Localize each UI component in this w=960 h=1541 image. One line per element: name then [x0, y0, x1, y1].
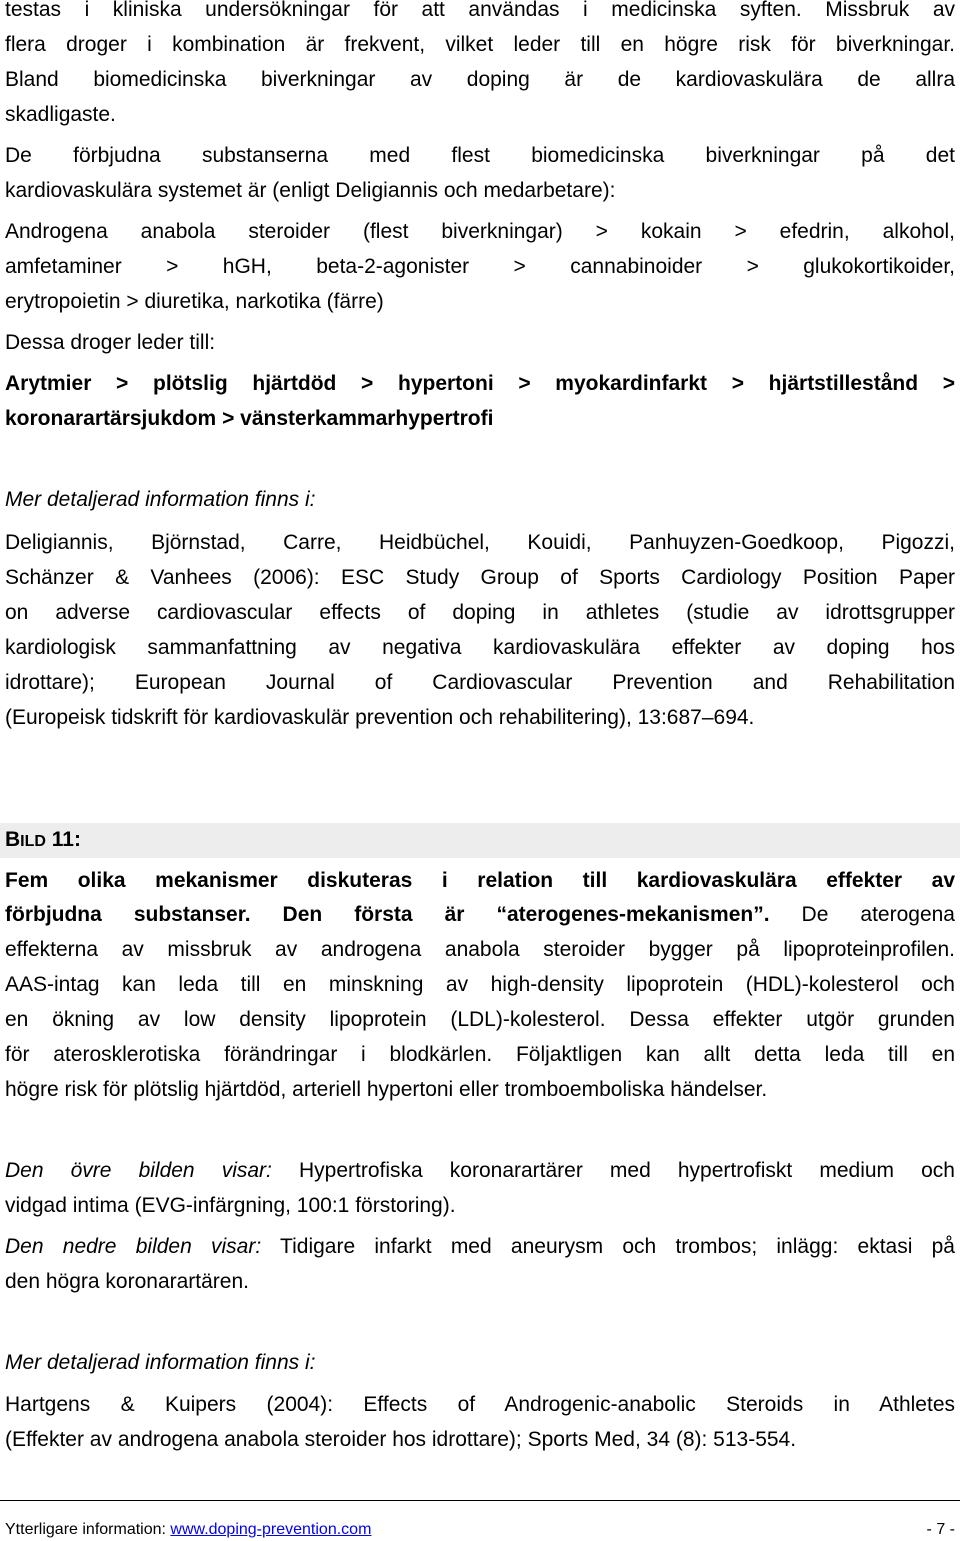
body-text-line: [5, 902, 955, 928]
caption-line: vidgad intima (EVG-infärgning, 100:1 förstoring).: [5, 1194, 456, 1217]
caption-line: [5, 1158, 955, 1184]
bold-text-line: Arytmier > plötslig hjärtdöd > hypertoni > myokardinfarkt > hjärtstillestånd >: [5, 372, 955, 395]
reference-line: idrottare); European Journal of Cardiovascular Prevention and Rehabilitation: [5, 671, 955, 694]
footer-link[interactable]: www.doping-prevention.com: [170, 1521, 372, 1538]
reference-line: (Effekter av androgena anabola steroider hos idrottare); Sports Med, 34 (8): 513-554.: [5, 1428, 797, 1451]
page-number: - 7 -: [926, 1521, 955, 1538]
body-text-line: De förbjudna substanserna med flest biomedicinska biverkningar på det: [5, 144, 955, 167]
bold-lead: förbjudna substanser. Den första är “aterogenes-mekanismen”.: [5, 903, 770, 926]
footer-prefix: Ytterligare information:: [5, 1521, 171, 1538]
body-text-line: Dessa droger leder till:: [5, 331, 216, 354]
bold-text-line: koronarartärsjukdom > vänsterkammarhypertrofi: [5, 407, 494, 430]
section-heading: [5, 827, 81, 855]
caption-text: Hypertrofiska koronarartärer med hypertrofiskt medium och: [271, 1159, 955, 1182]
body-text-line: amfetaminer > hGH, beta-2-agonister > cannabinoider > glukokortikoider,: [5, 255, 955, 278]
page-footer: [5, 1520, 955, 1540]
reference-line: on adverse cardiovascular effects of doping in athletes (studie av idrottsgrupper: [5, 601, 955, 624]
reference-line: Schänzer & Vanhees (2006): ESC Study Group of Sports Cardiology Position Paper: [5, 566, 955, 589]
body-text-line: för aterosklerotiska förändringar i blodkärlen. Följaktligen kan allt detta leda till en: [5, 1043, 955, 1066]
body-text-line: Androgena anabola steroider (flest biverkningar) > kokain > efedrin, alkohol,: [5, 220, 955, 243]
bold-text-line: Fem olika mekanismer diskuteras i relation till kardiovaskulära effekter av: [5, 869, 955, 892]
body-text-line: skadligaste.: [5, 103, 116, 126]
body-text-line: flera droger i kombination är frekvent, vilket leder till en högre risk för biverkningar.: [5, 33, 955, 56]
body-text-line: kardiovaskulära systemet är (enligt Deligiannis och medarbetare):: [5, 179, 616, 202]
body-text-line: AAS-intag kan leda till en minskning av high-density lipoprotein (HDL)-kolesterol och: [5, 973, 955, 996]
body-text-line: högre risk för plötslig hjärtdöd, arteriell hypertoni eller tromboemboliska händelser.: [5, 1078, 768, 1101]
more-info-label: Mer detaljerad information finns i:: [5, 488, 316, 511]
reference-line: Hartgens & Kuipers (2004): Effects of Androgenic-anabolic Steroids in Athletes: [5, 1393, 955, 1416]
footer-rule: [0, 1500, 960, 1501]
reference-line: (Europeisk tidskrift för kardiovaskulär prevention och rehabilitering), 13:687–694.: [5, 706, 755, 729]
body-text-line: testas i kliniska undersökningar för att användas i medicinska syften. Missbruk av: [5, 0, 955, 21]
body-text-line: Bland biomedicinska biverkningar av doping är de kardiovaskulära de allra: [5, 68, 955, 91]
body-text-line: en ökning av low density lipoprotein (LDL)-kolesterol. Dessa effekter utgör grunden: [5, 1008, 955, 1031]
reference-line: kardiologisk sammanfattning av negativa kardiovaskulära effekter av doping hos: [5, 636, 955, 659]
body-text-line: effekterna av missbruk av androgena anabola steroider bygger på lipoproteinprofilen.: [5, 938, 955, 961]
heading-number: 11:: [45, 828, 81, 851]
heading-smallcaps: ILD: [20, 833, 46, 850]
body-text-line: erytropoietin > diuretika, narkotika (färre): [5, 290, 384, 313]
reference-line: Deligiannis, Björnstad, Carre, Heidbüchel, Kouidi, Panhuyzen-Goedkoop, Pigozzi,: [5, 531, 955, 554]
caption-text: Tidigare infarkt med aneurysm och trombos; inlägg: ektasi på: [261, 1235, 955, 1258]
more-info-label: Mer detaljerad information finns i:: [5, 1351, 316, 1374]
section-heading-band: [0, 823, 960, 858]
caption-line: den högra koronarartären.: [5, 1270, 249, 1293]
caption-label: Den övre bilden visar:: [5, 1159, 272, 1182]
caption-label: Den nedre bilden visar:: [5, 1235, 262, 1258]
heading-initial: B: [5, 828, 21, 851]
caption-line: [5, 1234, 955, 1260]
body-text-rest: De aterogena: [769, 903, 955, 926]
